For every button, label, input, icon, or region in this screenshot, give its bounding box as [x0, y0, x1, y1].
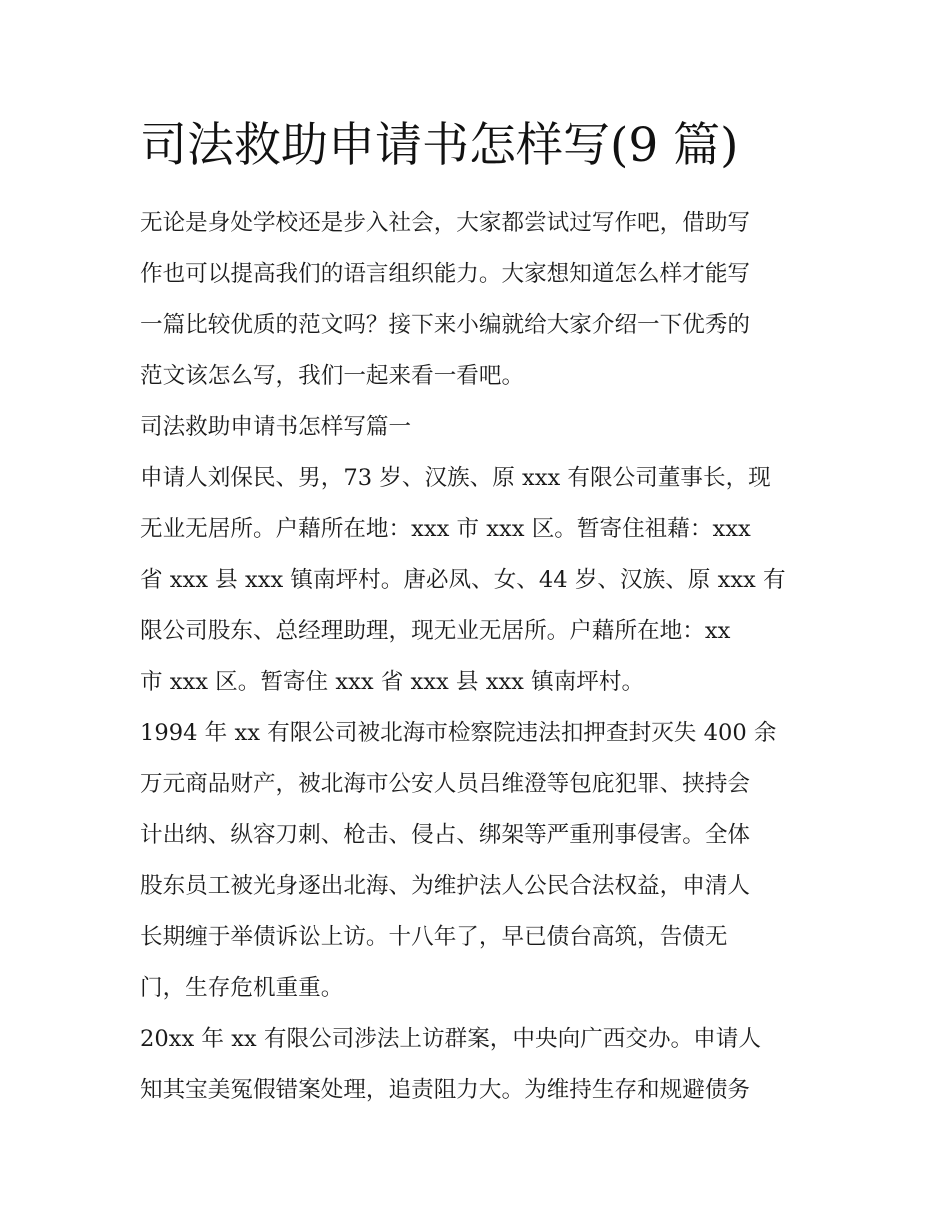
applicant-line-4: 限公司股东、总经理助理，现无业无居所。户藉所在地：xx: [140, 618, 731, 644]
applicant-line-2: 无业无居所。户藉所在地：xxx 市 xxx 区。暂寄住祖藉：xxx: [140, 516, 751, 542]
document-body: [140, 198, 820, 1116]
case-line-3: 计出纳、纵容刀刺、枪击、侵占、绑架等严重刑事侵害。全体: [140, 822, 751, 848]
petition-line-1: 20xx 年 xx 有限公司涉法上访群案，中央向广西交办。申请人: [140, 1026, 761, 1052]
case-line-5: 长期缠于举债诉讼上访。十八年了，早已债台高筑，告债无: [140, 924, 728, 950]
case-line-1: 1994 年 xx 有限公司被北海市检察院违法扣押查封灭失 400 余: [140, 720, 777, 746]
intro-line-2: 作也可以提高我们的语言组织能力。大家想知道怎么样才能写: [140, 261, 751, 287]
case-line-6: 门，生存危机重重。: [140, 975, 344, 1001]
intro-line-3: 一篇比较优质的范文吗？接下来小编就给大家介绍一下优秀的: [140, 312, 751, 338]
intro-line-4: 范文该怎么写，我们一起来看一看吧。: [140, 363, 525, 389]
case-line-4: 股东员工被光身逐出北海、为维护法人公民合法权益，申清人: [140, 873, 751, 899]
intro-line-1: 无论是身处学校还是步入社会，大家都尝试过写作吧，借助写: [140, 210, 751, 236]
petition-line-2: 知其宝美冤假错案处理，追责阻力大。为维持生存和规避债务: [140, 1077, 751, 1103]
applicant-line-3: 省 xxx 县 xxx 镇南坪村。唐必凤、女、44 岁、汉族、原 xxx 有: [140, 567, 786, 593]
applicant-line-5: 市 xxx 区。暂寄住 xxx 省 xxx 县 xxx 镇南坪村。: [140, 669, 645, 695]
document-title: 司法救助申请书怎样写(9 篇): [140, 118, 739, 173]
section-heading: 司法救助申请书怎样写篇一: [140, 414, 412, 440]
case-line-2: 万元商品财产，被北海市公安人员吕维澄等包庇犯罪、挟持会: [140, 771, 751, 797]
applicant-line-1: 申请人刘保民、男，73 岁、汉族、原 xxx 有限公司董事长，现: [140, 465, 771, 491]
